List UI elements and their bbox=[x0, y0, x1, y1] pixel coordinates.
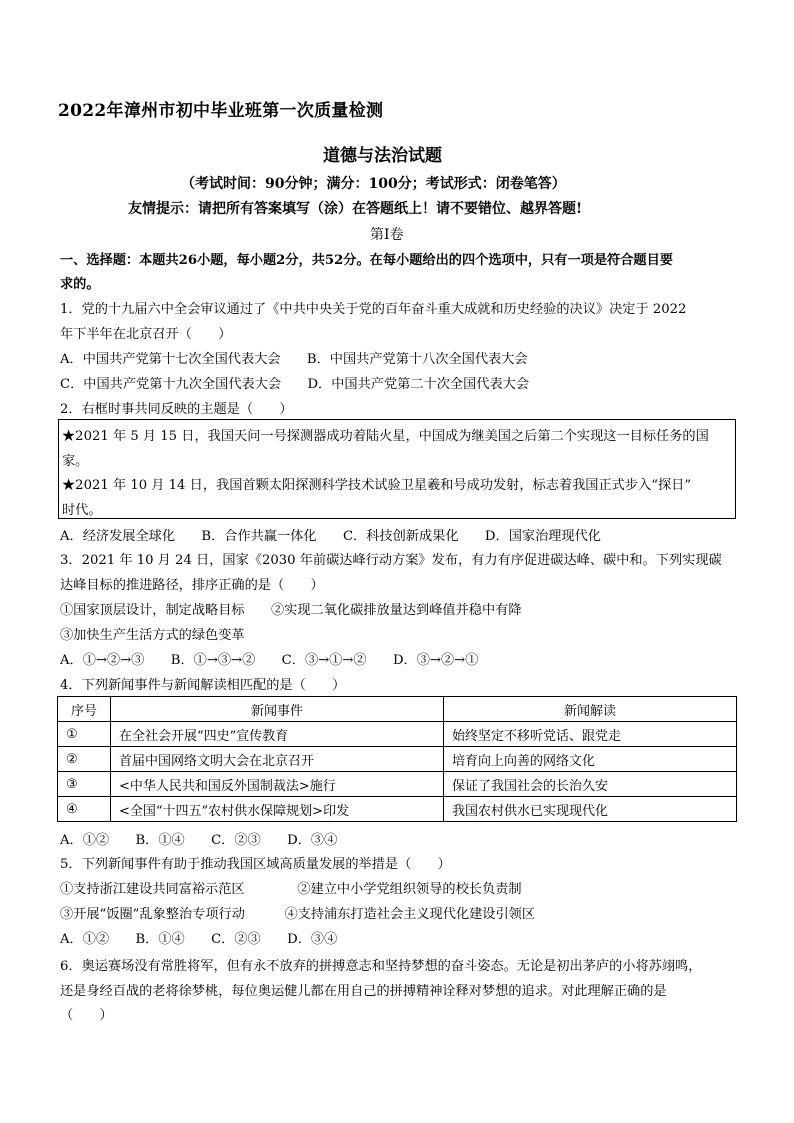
q1-stem-line2: 年下半年在北京召开（ ） bbox=[60, 327, 232, 342]
q4-news-table bbox=[57, 696, 737, 822]
q6-stem-line3: （ ） bbox=[60, 1008, 113, 1023]
q3-options: A．①→②→③ B．①→③→② C．③→①→② D．③→②→① bbox=[60, 653, 479, 668]
q3-items-row2: ③加快生产生活方式的绿色变革 bbox=[60, 628, 245, 643]
q1-options-row1: A．中国共产党第十七次全国代表大会 B．中国共产党第十八次全国代表大会 bbox=[60, 352, 528, 367]
q6-stem-line1: 6．奥运赛场没有常胜将军，但有永不放弃的拼搏意志和坚持梦想的奋斗姿态。无论是初出茅庐的小将苏翊鸣， bbox=[60, 959, 702, 974]
table-header-row bbox=[58, 697, 737, 722]
section-instruction-2: 求的。 bbox=[60, 277, 100, 292]
table-row bbox=[58, 747, 737, 772]
q2-box-line4: 时代。 bbox=[62, 503, 102, 518]
table-cell-index: ④ bbox=[58, 797, 111, 822]
table-row bbox=[58, 797, 737, 822]
q5-stem: 5．下列新闻事件有助于推动我国区域高质量发展的举措是（ ） bbox=[60, 857, 451, 872]
table-cell-event: 在全社会开展“四史”宣传教育 bbox=[111, 722, 444, 747]
q5-options: A．①② B．①④ C．②③ D．③④ bbox=[60, 932, 338, 947]
q5-items-row2: ③开展“饭圈”乱象整治专项行动 ④支持浦东打造社会主义现代化建设引领区 bbox=[60, 907, 536, 922]
table-cell-interpretation: 我国农村供水已实现现代化 bbox=[444, 797, 737, 822]
table-cell-index: ② bbox=[58, 747, 111, 772]
subject-title: 道德与法治试题 bbox=[323, 146, 442, 166]
q3-items-row1: ①国家顶层设计，制定战略目标 ②实现二氧化碳排放量达到峰值并稳中有降 bbox=[60, 603, 522, 618]
table-cell-event: <中华人民共和国反外国制裁法>施行 bbox=[111, 772, 444, 797]
q1-stem-line1: 1．党的十九届六中全会审议通过了《中共中央关于党的百年奋斗重大成就和历史经验的决议》决定于 2022 bbox=[60, 302, 687, 317]
table-cell-index: ① bbox=[58, 722, 111, 747]
table-header-event: 新闻事件 bbox=[111, 697, 444, 722]
q4-options: A．①② B．①④ C．②③ D．③④ bbox=[60, 833, 338, 848]
q4-stem: 4．下列新闻事件与新闻解读相匹配的是（ ） bbox=[60, 678, 346, 693]
q3-stem-line2: 达峰目标的推进路径，排序正确的是（ ） bbox=[60, 578, 324, 593]
table-header-interpretation: 新闻解读 bbox=[444, 697, 737, 722]
table-cell-event: <全国“十四五”农村供水保障规划>印发 bbox=[111, 797, 444, 822]
q2-box-line2: 家。 bbox=[62, 454, 89, 469]
table-header-index: 序号 bbox=[58, 697, 111, 722]
q2-box-line3: ★2021 年 10 月 14 日，我国首颗太阳探测科学技术试验卫星羲和号成功发射，标志着我国正式步入“探日” bbox=[62, 478, 692, 493]
table-cell-interpretation: 保证了我国社会的长治久安 bbox=[444, 772, 737, 797]
q1-options-row2: C．中国共产党第十九次全国代表大会 D．中国共产党第二十次全国代表大会 bbox=[60, 377, 530, 392]
q2-stem: 2．右框时事共同反映的主题是（ ） bbox=[60, 402, 293, 417]
table-cell-interpretation: 培育向上向善的网络文化 bbox=[444, 747, 737, 772]
exam-title: 2022年漳州市初中毕业班第一次质量检测 bbox=[58, 101, 384, 121]
exam-info: （考试时间：90分钟；满分：100分；考试形式：闭卷笔答） bbox=[181, 176, 566, 192]
table-row bbox=[58, 772, 737, 797]
q3-stem-line1: 3．2021 年 10 月 24 日，国家《2030 年前碳达峰行动方案》发布，有力有序促进碳达峰、碳中和。下列实现碳 bbox=[60, 553, 722, 568]
q6-stem-line2: 还是身经百战的老将徐梦桃，每位奥运健儿都在用自己的拼搏精神诠释对梦想的追求。对此理解正确的是 bbox=[60, 984, 667, 999]
table-cell-index: ③ bbox=[58, 772, 111, 797]
q5-items-row1: ①支持浙江建设共同富裕示范区 ②建立中小学党组织领导的校长负责制 bbox=[60, 882, 522, 897]
friendly-tip: 友情提示：请把所有答案填写（涂）在答题纸上！请不要错位、越界答题! bbox=[128, 201, 583, 217]
table-row bbox=[58, 722, 737, 747]
table-cell-interpretation: 始终坚定不移听党话、跟党走 bbox=[444, 722, 737, 747]
section-instruction-1: 一、选择题：本题共26小题，每小题2分，共52分。在每小题给出的四个选项中，只有一项是符合题目要 bbox=[60, 253, 673, 268]
q2-options: A．经济发展全球化 B．合作共赢一体化 C．科技创新成果化 D．国家治理现代化 bbox=[60, 529, 601, 544]
q2-box-line1: ★2021 年 5 月 15 日，我国天问一号探测器成功着陆火星，中国成为继美国之后第二个实现这一目标任务的国 bbox=[62, 429, 709, 444]
volume-label: 第Ⅰ卷 bbox=[370, 227, 404, 243]
table-cell-event: 首届中国网络文明大会在北京召开 bbox=[111, 747, 444, 772]
